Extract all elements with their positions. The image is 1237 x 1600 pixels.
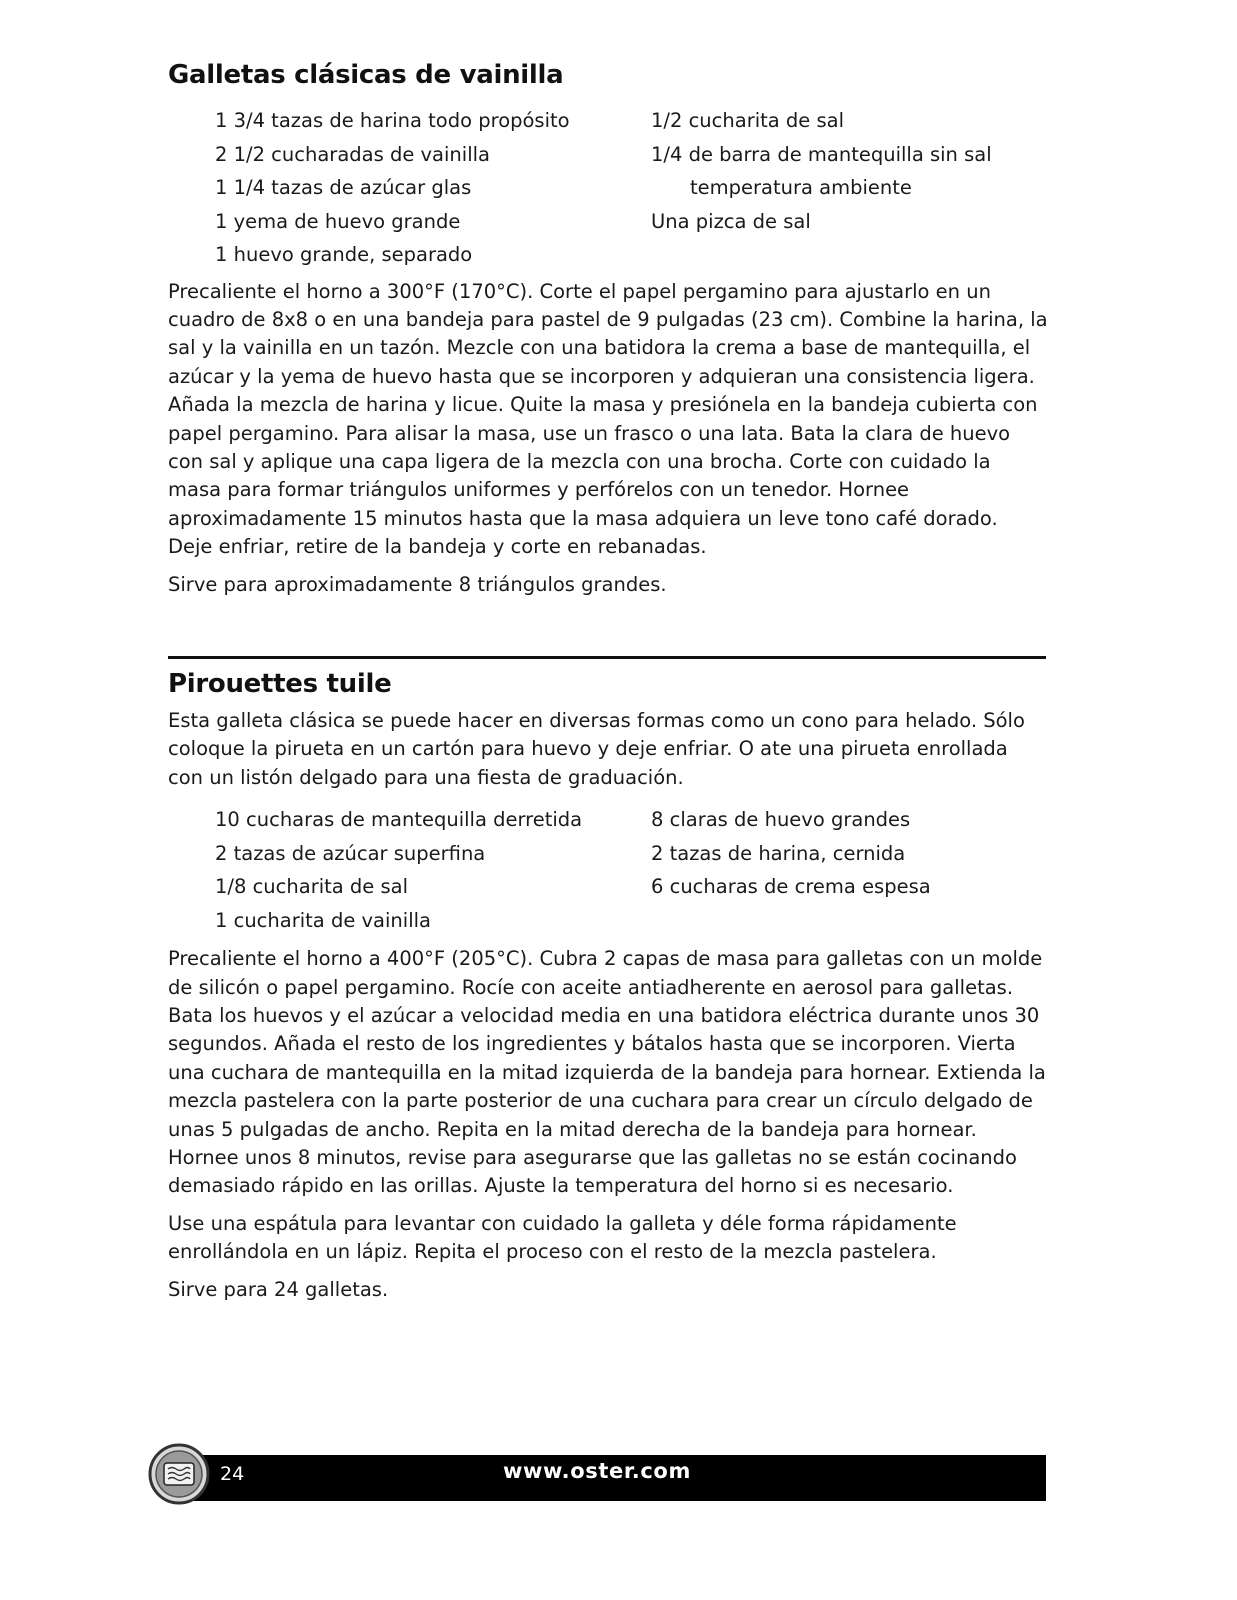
page-footer — [148, 1443, 1048, 1505]
ingredient-item: 10 cucharas de mantequilla derretida — [215, 808, 583, 832]
ingredient-item: 1 1/4 tazas de azúcar glas — [215, 176, 472, 199]
yield-text: Sirve para 24 galletas. — [168, 1277, 389, 1301]
ingredient-item: 6 cucharas de crema espesa — [651, 875, 931, 899]
intro-paragraph: Esta galleta clásica se puede hacer en diversas formas como un cono para helado. Sólo coloque la pirueta en un cartón para huevo y deje enfriar. O ate una pirueta enrollada con un listón delgado para una fiesta de graduación. — [168, 709, 1025, 789]
yield-text: Sirve para aproximadamente 8 triángulos grandes. — [168, 572, 667, 596]
ingredient-item: 1 3/4 tazas de harina todo propósito — [215, 109, 570, 132]
ingredient-item: 8 claras de huevo grandes — [651, 808, 911, 832]
ingredient-item: 2 1/2 cucharadas de vainilla — [215, 142, 490, 166]
ingredient-item: 1/2 cucharita de sal — [651, 109, 845, 132]
page-number: 24 — [220, 1463, 245, 1485]
ingredient-item: 1 cucharita de vainilla — [215, 908, 431, 932]
ingredient-item: 2 tazas de azúcar superfina — [215, 841, 486, 865]
recipe-galletas — [168, 60, 1048, 599]
ingredient-item: 1 huevo grande, separado — [215, 243, 473, 266]
ingredient-item: 1/8 cucharita de sal — [215, 875, 409, 899]
ingredient-item: 1/4 de barra de mantequilla sin sal — [651, 142, 992, 166]
instructions-paragraph: Use una espátula para levantar con cuidado la galleta y déle forma rápidamente enrollándola en un lápiz. Repita el proceso con el resto de la mezcla pastelera. — [168, 1211, 957, 1264]
instructions-paragraph: Precaliente el horno a 300°F (170°C). Corte el papel pergamino para ajustarlo en un cuadro de 8x8 o en una bandeja para pastel de 9 pulgadas (23 cm). Combine la harina, la sal y la vainilla en un tazón. Mezcle con una batidora la crema a base de mantequilla, el azúcar y la yema de huevo hasta que se incorporen y adquieran una consistencia ligera. Añada la mezcla de harina y licue. Quite la masa y presiónela en la bandeja cubierta con papel pergamino. Para alisar la masa, use un frasco o una lata. Bata la clara de huevo con sal y aplique una capa ligera de la mezcla con una brocha. Corte con cuidado la masa para formar triángulos uniformes y perfórelos con un tenedor. Hornee aproximadamente 15 minutos hasta que la masa adquiera un leve tono café dorado. Deje enfriar, retire de la bandeja y corte en rebanadas. — [168, 279, 1048, 559]
section-divider — [168, 656, 1046, 659]
website-link[interactable]: www.oster.com — [503, 1459, 691, 1483]
ingredient-item: Una pizca de sal — [651, 209, 811, 233]
recipe-title: Galletas clásicas de vainilla — [168, 60, 564, 90]
oven-icon — [148, 1443, 210, 1505]
ingredients-list — [215, 803, 1048, 937]
ingredients-list — [215, 104, 1048, 272]
ingredient-item: temperatura ambiente — [690, 176, 912, 199]
instructions-paragraph: Precaliente el horno a 400°F (205°C). Cubra 2 capas de masa para galletas con un molde de silicón o papel pergamino. Rocíe con aceite antiadherente en aerosol para galletas. Bata los huevos y el azúcar a velocidad media en una batidora eléctrica durante unos 30 segundos. Añada el resto de los ingredientes y bátalos hasta que se incorporen. Vierta una cuchara de mantequilla en la mitad izquierda de la bandeja para hornear. Extienda la mezcla pastelera con la parte posterior de una cuchara para crear un círculo delgado de unas 5 pulgadas de ancho. Repita en la mitad derecha de la bandeja para hornear. Hornee unos 8 minutos, revise para asegurarse que las galletas no se están cocinando demasiado rápido en las orillas. Ajuste la temperatura del horno si es necesario. — [168, 947, 1046, 1198]
ingredient-item: 1 yema de huevo grande — [215, 209, 461, 233]
ingredient-item: 2 tazas de harina, cernida — [651, 841, 906, 865]
recipe-title: Pirouettes tuile — [168, 669, 392, 699]
recipe-pirouettes — [168, 669, 1048, 1304]
